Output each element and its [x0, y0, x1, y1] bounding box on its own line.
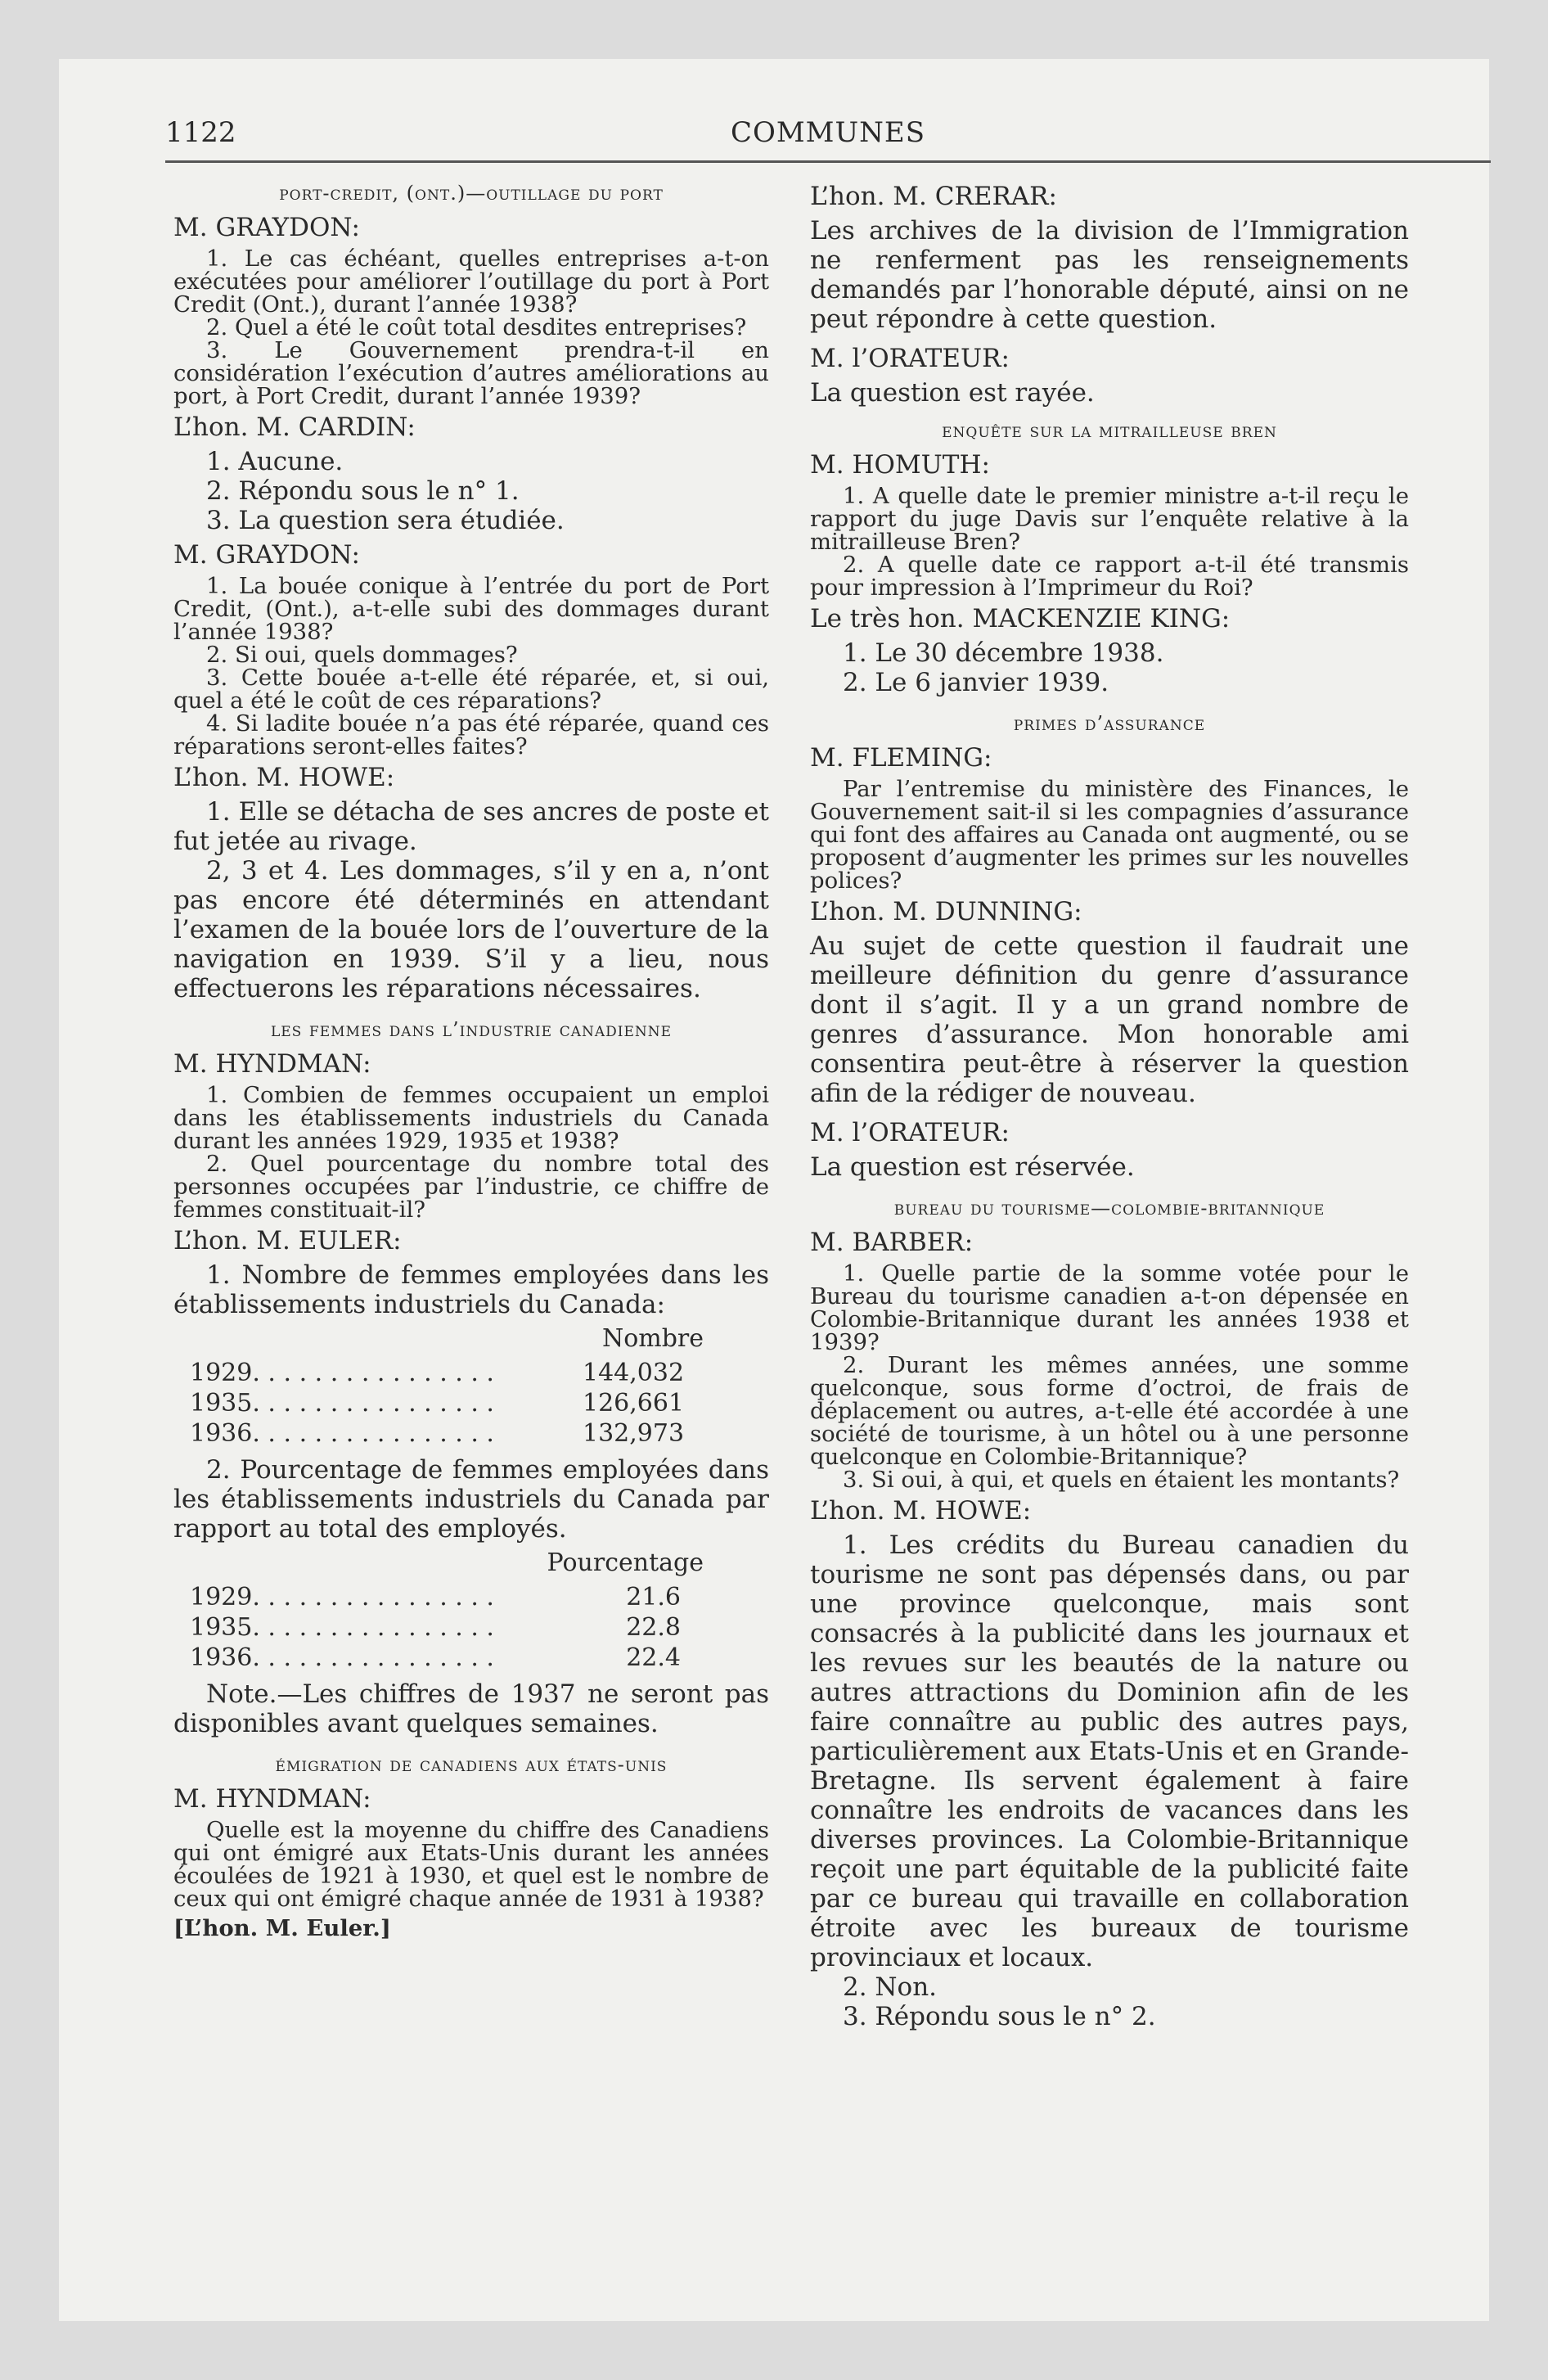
answer: Au sujet de cette question il faudrait une meilleure définition du genre d’assurance dont il s’agit. Il y a un grand nombre de genres d’assurance. Mon honorable ami consentira peut-être à réserver la question afin de la rédiger de nouveau.: [810, 931, 1409, 1108]
answer: 2. Répondu sous le n° 1.: [206, 476, 520, 506]
section-heading: primes d’assurance: [1013, 712, 1206, 735]
answer: 3. Répondu sous le n° 2.: [843, 2002, 1156, 2031]
table-cell: 132,973: [583, 1419, 685, 1448]
ruling: La question est rayée.: [810, 378, 1095, 408]
statistics-table: [190, 1582, 681, 1673]
table-row: [190, 1582, 681, 1612]
table-column-header: Pourcentage: [547, 1548, 704, 1577]
speaker: L’hon. M. CARDIN:: [173, 412, 416, 442]
question: 1. Quelle partie de la somme votée pour le Bureau du tourisme canadien a-t-on dépensée en Colombie-Britannique durant les années 1938 et 1939?: [810, 1260, 1409, 1355]
section-heading: les femmes dans l’industrie canadienne: [270, 1018, 673, 1041]
answer: 2. Non.: [843, 1972, 938, 2002]
table-row: [190, 1418, 684, 1449]
speaker: L’hon. M. HOWE:: [173, 763, 395, 792]
answer: 1. Aucune.: [206, 447, 344, 476]
speaker: M. l’ORATEUR:: [810, 344, 1010, 373]
table-row: [190, 1358, 684, 1388]
table-cell: 1936. . . . . . . . . . . . . . . .: [190, 1419, 494, 1448]
table-cell: 1935. . . . . . . . . . . . . . . .: [190, 1613, 494, 1642]
table-row: [190, 1612, 681, 1643]
speaker: L’hon. M. HOWE:: [810, 1496, 1032, 1526]
table-cell: 1935. . . . . . . . . . . . . . . .: [190, 1389, 494, 1418]
question: 3. Le Gouvernement prendra-t-il en considération l’exécution d’autres améliorations au port, à Port Credit, durant l’année 1939?: [173, 337, 769, 409]
page-title: COMMUNES: [730, 116, 926, 149]
right-column: [810, 182, 1409, 2031]
speaker: M. BARBER:: [810, 1228, 974, 1257]
section-heading: bureau du tourisme—colombie-britannique: [893, 1197, 1325, 1219]
table-row: [190, 1643, 681, 1673]
speaker: M. HYNDMAN:: [173, 1049, 371, 1079]
table-cell: 126,661: [583, 1389, 685, 1418]
speaker: M. HYNDMAN:: [173, 1784, 371, 1814]
speaker: M. FLEMING:: [810, 743, 992, 773]
answer: 1. Elle se détacha de ses ancres de poste et fut jetée au rivage.: [173, 797, 769, 856]
table-cell: 144,032: [583, 1359, 685, 1387]
question: Par l’entremise du ministère des Finances, le Gouvernement sait-il si les compagnies d’assurance qui font des affaires au Canada ont augmenté, ou se proposent d’augmenter les primes sur les nouvelles polices?: [810, 776, 1409, 894]
answer: 2, 3 et 4. Les dommages, s’il y en a, n’ont pas encore été déterminés en attendant l’examen de la bouée lors de l’ouverture de la navigation en 1939. S’il y a lieu, nous effectuerons les réparations nécessaires.: [173, 856, 769, 1003]
answer: 1. Les crédits du Bureau canadien du tourisme ne sont pas dépensés dans, ou par une province quelconque, mais sont consacrés à la publicité dans les journaux et les revues sur les beautés de la nature ou autres attractions du Dominion afin de les faire connaître au public des autres pays, particulièrement aux Etats-Unis et en Grande-Bretagne. Ils servent également à faire connaître les endroits de vacances dans les diverses provinces. La Colombie-Britannique reçoit une part équitable de la publicité faite par ce bureau qui travaille en collaboration étroite avec les bureaux de tourisme provinciaux et locaux.: [810, 1530, 1409, 1972]
question: 1. Le cas échéant, quelles entreprises a-t-on exécutées pour améliorer l’outillage du port à Port Credit (Ont.), durant l’année 1938?: [173, 246, 769, 318]
table-cell: 22.4: [626, 1643, 681, 1672]
table-column-header: Nombre: [601, 1324, 704, 1353]
question: 1. Combien de femmes occupaient un emploi dans les établissements industriels du Canada durant les années 1929, 1935 et 1938?: [173, 1082, 769, 1154]
answer: Les archives de la division de l’Immigration ne renferment pas les renseignements demandés par l’honorable député, ainsi on ne peut répondre à cette question.: [810, 216, 1409, 334]
question: 3. Cette bouée a-t-elle été réparée, et, si oui, quel a été le coût de ces réparations?: [173, 665, 769, 714]
answer: 1. Nombre de femmes employées dans les établissements industriels du Canada:: [173, 1260, 769, 1319]
question: 2. Si oui, quels dommages?: [206, 642, 518, 668]
table-cell: 22.8: [626, 1613, 681, 1642]
question: 3. Si oui, à qui, et quels en étaient les montants?: [843, 1467, 1400, 1493]
question: 4. Si ladite bouée n’a pas été réparée, quand ces réparations seront-elles faites?: [173, 710, 769, 760]
question: 1. A quelle date le premier ministre a-t-il reçu le rapport du juge Davis sur l’enquête relative à la mitrailleuse Bren?: [810, 483, 1409, 555]
table-cell: 1929. . . . . . . . . . . . . . . .: [190, 1359, 494, 1387]
speaker: L’hon. M. EULER:: [173, 1226, 402, 1255]
question: 2. Quel a été le coût total desdites entreprises?: [206, 314, 747, 340]
answer: 1. Le 30 décembre 1938.: [843, 638, 1164, 668]
question: 2. Durant les mêmes années, une somme quelconque, sous forme d’octroi, de frais de déplacement ou autres, a-t-elle été accordée à une société de tourisme, à un hôtel ou à une personne quelconque en Colombie-Britannique?: [810, 1352, 1409, 1470]
page-number: 1122: [165, 116, 236, 149]
speaker: M. GRAYDON:: [173, 213, 360, 242]
page-reference: [L’hon. M. Euler.]: [173, 1915, 391, 1941]
speaker: M. HOMUTH:: [810, 450, 990, 480]
answer: 3. La question sera étudiée.: [206, 506, 565, 535]
question: 1. La bouée conique à l’entrée du port de Port Credit, (Ont.), a-t-elle subi des dommages durant l’année 1938?: [173, 573, 769, 645]
speaker: L’hon. M. CRERAR:: [810, 182, 1057, 211]
page-header: [165, 116, 1491, 165]
question: 2. Quel pourcentage du nombre total des personnes occupées par l’industrie, ce chiffre de femmes constituait-il?: [173, 1151, 769, 1223]
document-page: [59, 59, 1489, 2321]
speaker: M. GRAYDON:: [173, 540, 360, 570]
section-heading: port-credit, (ont.)—outillage du port: [279, 182, 664, 205]
speaker: Le très hon. MACKENZIE KING:: [810, 604, 1231, 633]
question: 2. A quelle date ce rapport a-t-il été transmis pour impression à l’Imprimeur du Roi?: [810, 552, 1409, 601]
ruling: La question est réservée.: [810, 1152, 1135, 1182]
answer: 2. Pourcentage de femmes employées dans les établissements industriels du Canada par rapport au total des employés.: [173, 1455, 769, 1544]
section-heading: émigration de canadiens aux états-unis: [275, 1753, 668, 1776]
table-cell: 1929. . . . . . . . . . . . . . . .: [190, 1583, 494, 1611]
answer: 2. Le 6 janvier 1939.: [843, 668, 1109, 697]
note: Note.—Les chiffres de 1937 ne seront pas disponibles avant quelques semaines.: [173, 1679, 769, 1738]
table-cell: 1936. . . . . . . . . . . . . . . .: [190, 1643, 494, 1672]
speaker: L’hon. M. DUNNING:: [810, 897, 1082, 926]
header-rule: [165, 160, 1491, 163]
question: Quelle est la moyenne du chiffre des Canadiens qui ont émigré aux Etats-Unis durant les années écoulées de 1921 à 1930, et quel est le nombre de ceux qui ont émigré chaque année de 1931 à 1938?: [173, 1817, 769, 1912]
left-column: [173, 182, 769, 1940]
table-cell: 21.6: [626, 1583, 681, 1611]
statistics-table: [190, 1358, 684, 1449]
speaker: M. l’ORATEUR:: [810, 1118, 1010, 1147]
section-heading: enquête sur la mitrailleuse bren: [942, 419, 1277, 442]
table-row: [190, 1388, 684, 1418]
